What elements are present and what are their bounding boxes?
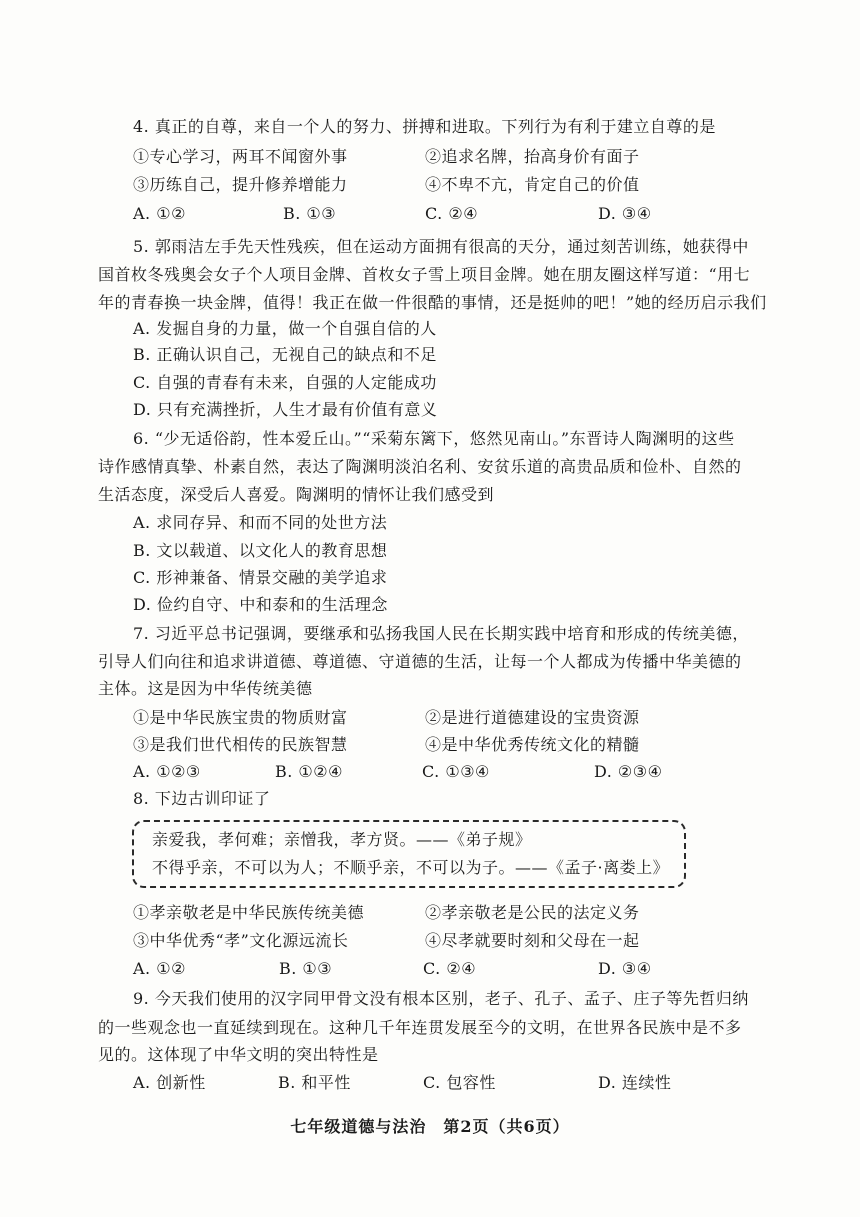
q5-stem-line-1: 5. 郭雨洁左手先天性残疾，但在运动方面拥有很高的天分，通过刻苦训练，她获得中 [133, 237, 749, 256]
q8-option-d: D. ③④ [598, 959, 652, 978]
q9-option-a: A. 创新性 [133, 1073, 206, 1092]
q5-option-a: A. 发掘自身的力量，做一个自强自信的人 [133, 319, 437, 338]
q4-option-a: A. ①② [133, 204, 186, 223]
q4-option-d: D. ③④ [598, 204, 652, 223]
q8-statement-1: ①孝亲敬老是中华民族传统美德 [133, 903, 365, 922]
q4-statement-2: ②追求名牌，抬高身价有面子 [425, 147, 640, 166]
q7-option-b: B. ①②④ [275, 762, 343, 781]
q8-stem: 8. 下边古训印证了 [133, 789, 271, 808]
q9-option-c: C. 包容性 [423, 1073, 496, 1092]
q4-statement-4: ④不卑不亢，肯定自己的价值 [425, 175, 640, 194]
q4-option-c: C. ②④ [425, 204, 479, 223]
q4-option-b: B. ①③ [283, 204, 337, 223]
q8-statement-4: ④尽孝就要时刻和父母在一起 [425, 931, 640, 950]
q4-statement-3: ③历练自己，提升修养增能力 [133, 175, 348, 194]
q7-statement-4: ④是中华优秀传统文化的精髓 [425, 735, 640, 754]
q7-option-d: D. ②③④ [594, 762, 663, 781]
q5-option-d: D. 只有充满挫折，人生才最有价值有意义 [133, 400, 438, 419]
q7-statement-3: ③是我们世代相传的民族智慧 [133, 735, 348, 754]
q7-stem-line-1: 7. 习近平总书记强调，要继承和弘扬我国人民在长期实践中培育和形成的传统美德， [133, 624, 749, 643]
q7-option-a: A. ①②③ [133, 762, 201, 781]
quote-line-1: 亲爱我，孝何难；亲憎我，孝方贤。——《弟子规》 [152, 830, 532, 849]
q4-stem: 4. 真正的自尊，来自一个人的努力、拼搏和进取。下列行为有利于建立自尊的是 [133, 117, 716, 136]
q7-option-c: C. ①③④ [422, 762, 490, 781]
q6-stem-line-3: 生活态度，深受后人喜爱。陶渊明的情怀让我们感受到 [98, 485, 495, 504]
q9-stem-line-1: 9. 今天我们使用的汉字同甲骨文没有根本区别，老子、孔子、孟子、庄子等先哲归纳 [133, 989, 749, 1008]
q5-option-b: B. 正确认识自己，无视自己的缺点和不足 [133, 345, 437, 364]
q8-option-a: A. ①② [133, 959, 186, 978]
q5-option-c: C. 自强的青春有未来，自强的人定能成功 [133, 373, 437, 392]
q4-statement-1: ①专心学习，两耳不闻窗外事 [133, 147, 348, 166]
q7-stem-line-2: 引导人们向往和追求讲道德、尊道德、守道德的生活，让每一个人都成为传播中华美德的 [98, 652, 742, 671]
q7-statement-1: ①是中华民族宝贵的物质财富 [133, 708, 348, 727]
q8-option-c: C. ②④ [423, 959, 477, 978]
q9-option-b: B. 和平性 [278, 1073, 351, 1092]
page-footer: 七年级道德与法治 第2页（共6页） [290, 1117, 570, 1136]
q5-stem-line-2: 国首枚冬残奥会女子个人项目金牌、首枚女子雪上项目金牌。她在朋友圈这样写道：“用七 [98, 265, 751, 284]
q7-statement-2: ②是进行道德建设的宝贵资源 [425, 708, 640, 727]
q9-option-d: D. 连续性 [598, 1073, 672, 1092]
q9-stem-line-2: 的一些观念也一直延续到现在。这种几千年连贯发展至今的文明，在世界各民族中是不多 [98, 1018, 742, 1037]
q6-option-b: B. 文以载道、以文化人的教育思想 [133, 541, 388, 560]
q8-statement-2: ②孝亲敬老是公民的法定义务 [425, 903, 640, 922]
q5-stem-line-3: 年的青春换一块金牌，值得！我正在做一件很酷的事情，还是挺帅的吧！”她的经历启示我们 [98, 293, 767, 312]
q6-option-c: C. 形神兼备、情景交融的美学追求 [133, 568, 388, 587]
q7-stem-line-3: 主体。这是因为中华传统美德 [98, 679, 313, 698]
q6-stem-line-1: 6. “少无适俗韵，性本爱丘山。”“采菊东篱下，悠然见南山。”东晋诗人陶渊明的这些 [133, 429, 735, 448]
q6-option-a: A. 求同存异、和而不同的处世方法 [133, 513, 388, 532]
q8-option-b: B. ①③ [279, 959, 333, 978]
q6-option-d: D. 俭约自守、中和泰和的生活理念 [133, 595, 388, 614]
q8-statement-3: ③中华优秀“孝”文化源远流长 [133, 931, 349, 950]
q9-stem-line-3: 见的。这体现了中华文明的突出特性是 [98, 1045, 379, 1064]
quote-line-2: 不得乎亲，不可以为人；不顺乎亲，不可以为子。——《孟子·离娄上》 [152, 858, 670, 877]
q6-stem-line-2: 诗作感情真挚、朴素自然，表达了陶渊明淡泊名利、安贫乐道的高贵品质和俭朴、自然的 [98, 457, 742, 476]
